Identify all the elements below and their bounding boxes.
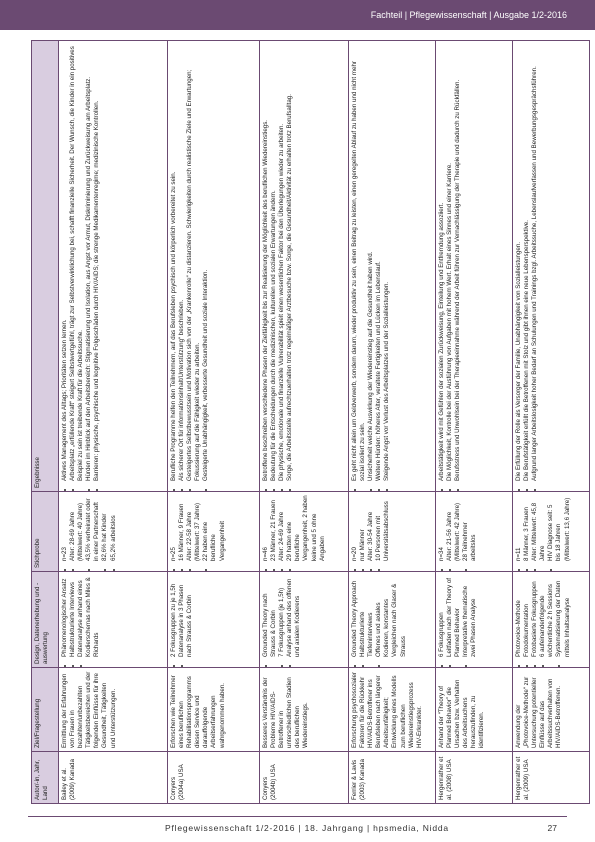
cell-sample [260,492,349,572]
cell-design [513,572,590,668]
cell-sample [59,492,168,572]
list-item: • Datenanalyse anhand eines Kodierschemas nach Miles & Richards [77,575,101,657]
cell-sample [168,492,260,572]
cell-author: Hergenrather et al. (2009) USA [513,752,590,804]
study-overview-table [31,40,590,804]
table-row [260,41,349,804]
list-item: • Es geht nicht allein um Geldverwerb, sondern darum, wieder produktiv zu sein, einen Beitrag zu leisten, einen geregelten Ablauf zu haben und nicht mehr sozial isoliert zu sein. [351,44,367,481]
list-item: • 10 Personen mit Universitätsabschluss [375,495,391,561]
list-item: • n=23 [61,495,69,561]
table-row [436,41,513,804]
cell-results [168,41,260,492]
col-header-sample: Stichprobe [32,492,59,572]
list-item: • Steigende Angst vor Verlust des Arbeitsplatzes und der Sozialleistungen. [383,44,391,481]
list-item: • 82,6% hat Kinder [101,495,109,561]
list-item: • n=20 [351,495,359,561]
list-item: • Unsicherheit welche Auswirkung der Wiedereinstieg auf die Gesundheit haben wird. [367,44,375,481]
list-item: • Die Erfüllung der Rolle als Versorger der Familie, Unabhängigkeit von Sozialleistungen. [515,44,523,481]
list-item: • Datenanalyse in 3 Phasen nach Strauss & Corbin [178,575,194,657]
col-header-design: Design, Datenerhebung und -auswertung [32,572,59,668]
cell-results [59,41,168,492]
rotated-table-container [31,41,571,804]
table-row [59,41,168,804]
cell-goal: Anwendung der „Photovoice-Methode“ zur Untersuchung potentieller Einflüsse auf das Arbeitssuchverhalten von HIV/AIDS-Betroffenen. [513,668,590,752]
list-item: • Arbeitstätigkeit wird mit Gefühlen der sozialen Zurückweisung, Einteilung und Entfremdung assoziiert. [438,44,446,481]
list-item: • n=46 [262,495,270,561]
list-item: • Aktives Management des Alltags; Prioritäten setzen lernen. [61,44,69,481]
col-header-author: Autor/-in, Jahr, Land [32,752,59,804]
cell-goal: Erforschen wie Teilnehmer eines beruflichen Rehabilitationsprogramms diesen Service und darauffolgende Arbeitserfahrungen wahrgenommen haben. [168,668,260,752]
list-item: • Halbstrukturierte Interviews [69,575,77,657]
list-item: • Gesteigerte Unabhängigkeit, verbesserte Gesundheit und soziale Interaktion. [202,44,210,481]
table-row [168,41,260,804]
list-item: • Photovoice-Methode [515,575,523,657]
list-item: • n=11 [515,495,523,561]
list-item: • 22 haben eine berufliche Vergangenheit [202,495,226,561]
list-item: • Halbstrukturierte Tiefeninterviews [359,575,375,657]
list-item: • Alter: 22-58 Jahre (Mittelwert: 37 Jahre) [186,495,202,561]
list-item: • 29 hatten eine berufliche Vergangenheit, 2 haben keine und 5 ohne Angaben [286,495,326,561]
col-header-goal: Ziel/Fragestellung [32,668,59,752]
list-item: • Aufgrund langer Arbeitslosigkeit hoher Bedarf an Schulungen und Trainings bzgl. Arbeitssuche, Lebenslaufverfassen und Bewerbungsgesprächsführen. [531,44,539,481]
list-item: • Fotobasierte Fokusgruppen [531,575,539,657]
list-item: • Berufsstress und Unwohlsein bei der Therapieeinnahme während der Arbeit führen zur Vernachlässigung der Therapie und dadurch zu Rückfällen. [454,44,462,481]
list-item: • 2 Fokusgruppen zu je 1,5h [170,575,178,657]
list-item: • 6 Fokusgruppen [438,575,446,657]
cell-results [260,41,349,492]
list-item: • 8 Männer, 3 Frauen [523,495,531,561]
list-item: • Die Möglichkeit, Kontrolle bei der Ausführung von Aufgaben mit hohem Wert. Erhalt eines Sinnes und einer Karriere. [446,44,454,481]
list-item: • Als sicherer Ort für informationsinhalt/Unterstützung“ beschrieben. [178,44,186,481]
cell-results [349,41,436,492]
table-row [513,41,590,804]
cell-author: Bailey et al. (2009) Kanada [59,752,168,804]
list-item: • Sorge, die Arbeitsstelle aufrechtzuerhalten trotz regelmäßiger Arztbesuche bzw. Sorge, die Gesundheit/Aktivität zu erhalten trotz Berufsalltag. [286,44,294,481]
cell-design [168,572,260,668]
list-item: • Berufliche Programme helfen den Teilnehmern, auf das Berufsleben psychisch und körperlich vorbereitet zu sein. [170,44,178,481]
cell-design [349,572,436,668]
list-item: • Analyse anhand des offenen und axialen Kodierens [286,575,302,657]
cell-goal: Anhand der “Theory of Planned Behavior” die Ursachen bzw. Verhalten des Arbeitsuchens herauszufinden, zu identifizieren. [436,668,513,752]
cell-results [513,41,590,492]
footer-text: Pflegewissenschaft 1/2-2016 | 18. Jahrgang | hpsmedia, Nidda [165,823,449,833]
list-item: • 6 aufeinanderfolgende wöchentliche 2 h Sessions [539,575,555,657]
list-item: • Arbeitsplatz „erfüllende Kraft“ steigert Selbstwertgefühl, trägt zur Selbstverwirklichung bei, schafft finanzielle Sicherheit. Der Wunsch, die Kinder in ein positives Beispiel zu sein ist treibende Kraft für die Arbeitssuche. [69,44,85,481]
list-item: • Bedeutung für die Entscheidungen durch die medizinischen, kulturellen und sozialen Erwartungen ändern. [270,44,278,481]
list-item: • Alter: 30-54 Jahre [367,495,375,561]
list-item: • Interpretative thematische zwei Phasen Analyse [462,575,478,657]
running-header: Fachteil | Pflegewissenschaft | Ausgabe 1/2-2016 [370,10,567,20]
list-item: • 65,2% arbeitslos [110,495,118,561]
cell-goal: Besseres Verständnis der Probleme HIV/AIDS-Betroffener in unterschiedlichen Stadien des beruflichen Wiedereinstiegs. [260,668,349,752]
list-item: • Die Berufstätigkeit erfüllt die Betroffenen mit Stolz und gibt ihnen eine neue Lebensperspektive. [523,44,531,481]
list-item: • 23 Männer, 21 Frauen [270,495,278,561]
list-item: • nur Männer [359,495,367,561]
cell-design [260,572,349,668]
footer-rule [28,816,567,817]
list-item: • Alter: Mittelwert: 45,8 Jahre [531,495,547,561]
top-header-bar [0,0,595,30]
list-item: • 16 Männer, 9 Frauen [178,495,186,561]
cell-design [436,572,513,668]
list-item: • Gesteigertes Selbstbewusstsein und Motivation sich von der „Krankenrolle“ zu distanzieren. Schwierigkeiten durch realistische Ziele und Erwartungen; Fokussierung auf die Fähigkeit wieder zu arbeiten. [186,44,202,481]
list-item: • Barrieren: physische, psychische und kognitive Folgeschäden durch HIV/AIDS; die strenge Medikamentenregime; medizinische Kontrollen. [93,44,101,481]
col-header-results: Ergebnisse [32,41,59,492]
page-footer [0,816,595,842]
cell-results [436,41,513,492]
cell-goal: Erforschung psychosozialer Faktoren für die Rückkehr HIV/AIDS-Betroffener ins Berufsleben nach längerer Arbeitsunfähigkeit; Entwicklung eines Modells zum beruflichen Wiedereinstiegsprozess HIV-Erkrankter. [349,668,436,752]
cell-sample [349,492,436,572]
list-item: • Hürden im Hinblick auf den Arbeitsbereich: Stigmatisierung und Isolation, aus Angst vor Armut, Diskriminierung und Zurückweisung am Arbeitsplatz. [85,44,93,481]
list-item: • Grounded Theory Approach [351,575,359,657]
table-header-row [32,41,59,804]
list-item: • Systematisierung der Daten mittels Inhaltsanalyse [555,575,571,657]
page-number: 27 [547,823,557,833]
list-item: • Alter: 21-56 Jahre (Mittelwert: 42 Jahre) [446,495,462,561]
list-item: • Alter: 28-69 Jahre (Mittelwert: 40 Jahre) [69,495,85,561]
list-item: • 28 Teilnehmer arbeitslos [462,495,478,561]
cell-sample [513,492,590,572]
cell-design [59,572,168,668]
table-row [349,41,436,804]
list-item: • 43,5% verheiratet oder in einer Partnerschaft [85,495,101,561]
list-item: • Betroffene beschreiben verschiedene Phasen der Zielfähigkeit bis zur Realisierung der Möglichkeit des beruflichen Wiedereinstiegs. [262,44,270,481]
cell-author: Hergenrather et al. (2008) USA [436,752,513,804]
list-item: • Offenes und axiales Kodieren, konstantes Vergleichen nach Glaser & Strauss [375,575,407,657]
list-item: • 7 Fokusgruppen (je 1,5h) [278,575,286,657]
cell-author: Conyers (2004b) USA [260,752,349,804]
list-item: • Leitfaden nach der Theory of Planned Behavior [446,575,462,657]
list-item: • n=25 [170,495,178,561]
cell-sample [436,492,513,572]
cell-author: Ferrier & Lavis (2003) Kanada [349,752,436,804]
cell-goal: Ermittlung der Erfahrungen von Frauen in bezahlten/unbezahlten Tätigkeitsbereichen und der folgenden Einflüsse für ihre Gesundheit, Tätigkeiten und Unterstützungen. [59,668,168,752]
list-item: • Alter: 24-69 Jahre [278,495,286,561]
list-item: • Phänomenologischer Ansatz [61,575,69,657]
list-item: • Die physische, emotionale und finanzielle Vulnerabilität spielt einen wesentlichen Faktor bei den Überlegungen wieder zu arbeiten. [278,44,286,481]
list-item: • Fotodokumentation [523,575,531,657]
list-item: • Weitere Hürden: höheres Alter, veraltete Fertigkeiten und Lücken im Lebenslauf. [375,44,383,481]
list-item: • Grounded Theory nach Strauss & Corbin [262,575,278,657]
cell-author: Conyers (2004a) USA [168,752,260,804]
list-item: • HIV Diagnose seit: 5 bis 18 Jahren (Mittelwert: 13,6 Jahre) [547,495,571,561]
list-item: • n=34 [438,495,446,561]
